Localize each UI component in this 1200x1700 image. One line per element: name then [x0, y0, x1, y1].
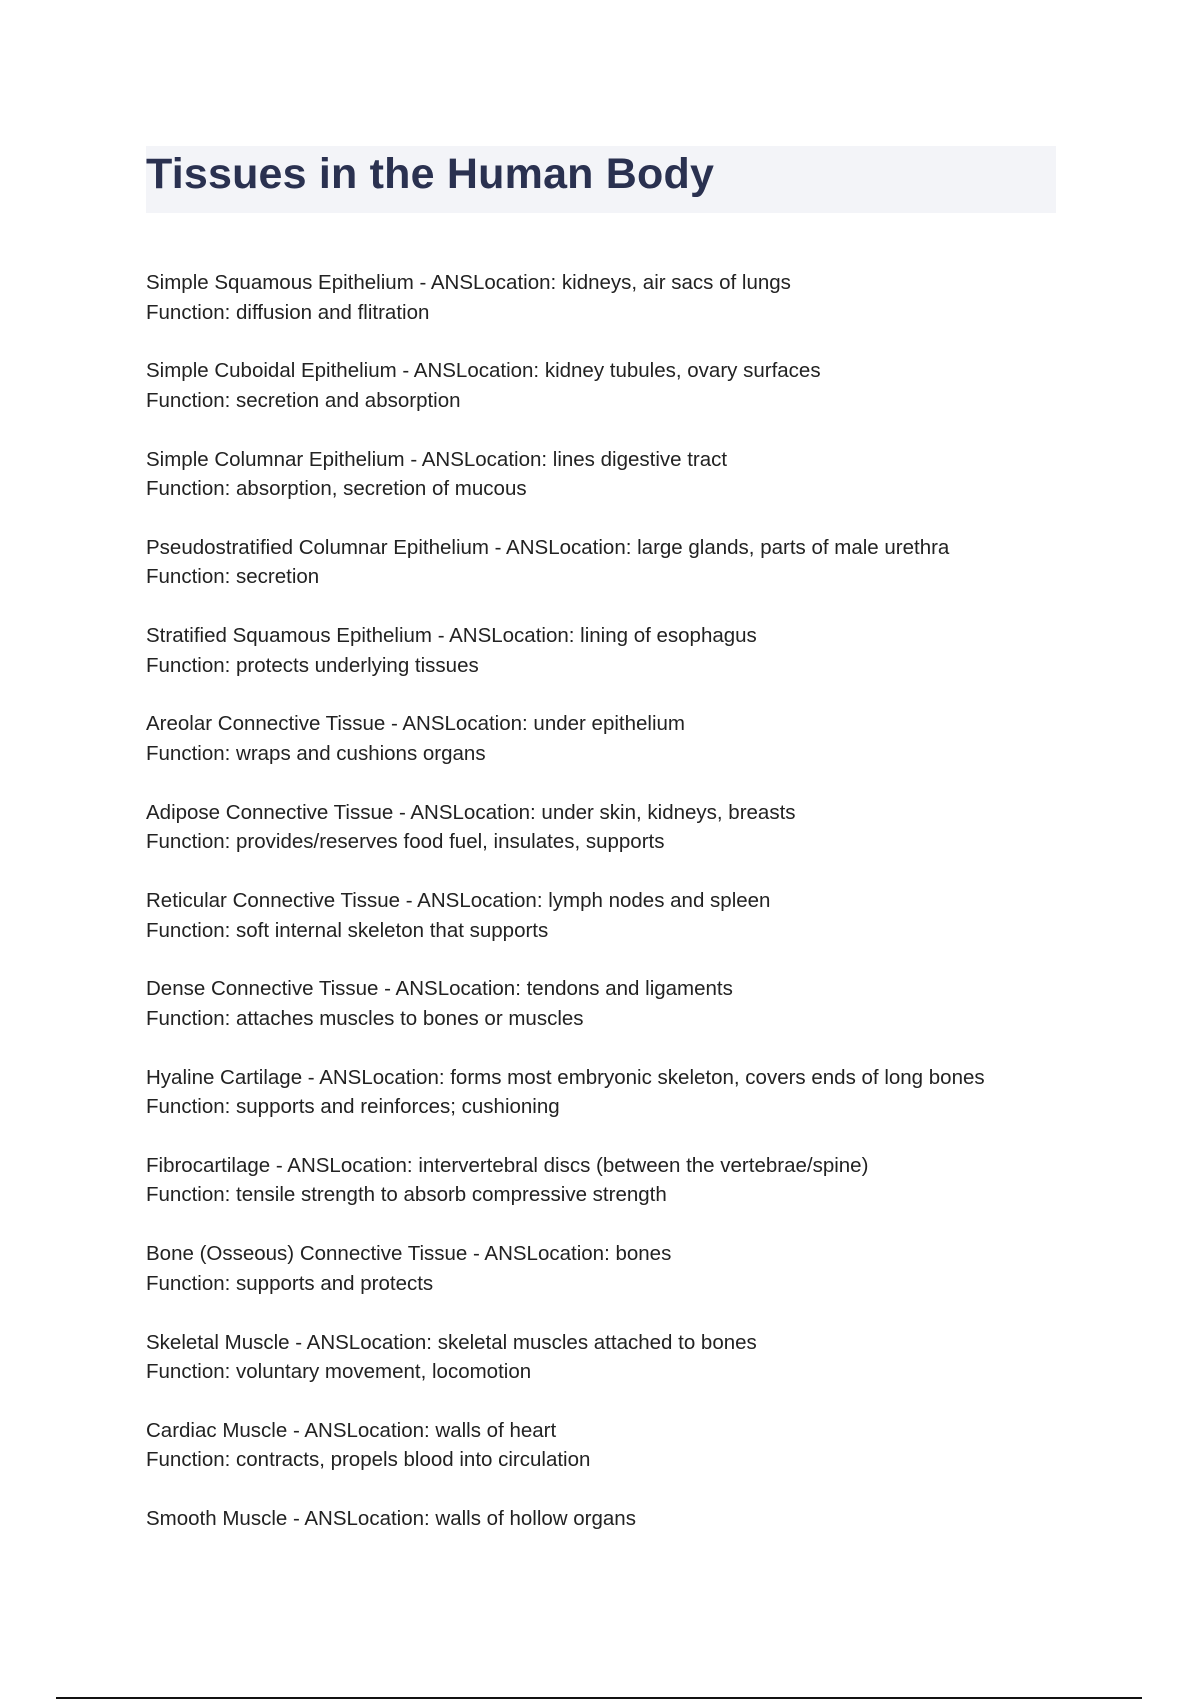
page-title: Tissues in the Human Body [146, 150, 715, 198]
tissue-entry [146, 1063, 1066, 1151]
tissue-entry [146, 1151, 1066, 1239]
entry-function: Function: tensile strength to absorb compressive strength [146, 1183, 667, 1207]
entry-term: Reticular Connective Tissue - ANSLocation: lymph nodes and spleen [146, 889, 771, 913]
entry-function: Function: wraps and cushions organs [146, 741, 486, 765]
tissue-entry [146, 1504, 1066, 1592]
entry-function: Function: diffusion and flitration [146, 300, 430, 324]
tissue-entry [146, 1239, 1066, 1327]
entry-function: Function: voluntary movement, locomotion [146, 1360, 532, 1384]
entry-term: Pseudostratified Columnar Epithelium - ANSLocation: large glands, parts of male urethra [146, 535, 950, 559]
footer-divider [56, 1697, 1142, 1699]
tissue-entry [146, 709, 1066, 797]
entry-function: Function: supports and protects [146, 1271, 434, 1295]
tissue-entry [146, 1416, 1066, 1504]
entry-term: Simple Columnar Epithelium - ANSLocation: lines digestive tract [146, 447, 728, 471]
entry-term: Areolar Connective Tissue - ANSLocation: under epithelium [146, 712, 685, 736]
entry-term: Stratified Squamous Epithelium - ANSLocation: lining of esophagus [146, 624, 757, 648]
tissue-entry [146, 798, 1066, 886]
entry-term: Hyaline Cartilage - ANSLocation: forms most embryonic skeleton, covers ends of long bones [146, 1065, 985, 1089]
tissue-entry [146, 1328, 1066, 1416]
entry-term: Fibrocartilage - ANSLocation: intervertebral discs (between the vertebrae/spine) [146, 1153, 869, 1177]
entry-term: Cardiac Muscle - ANSLocation: walls of heart [146, 1418, 557, 1442]
entry-term: Skeletal Muscle - ANSLocation: skeletal muscles attached to bones [146, 1330, 757, 1354]
entry-function: Function: absorption, secretion of mucous [146, 477, 527, 501]
entry-term: Smooth Muscle - ANSLocation: walls of hollow organs [146, 1507, 636, 1531]
tissue-entry [146, 974, 1066, 1062]
entry-function: Function: secretion [146, 565, 320, 589]
entry-term: Simple Cuboidal Epithelium - ANSLocation: kidney tubules, ovary surfaces [146, 359, 821, 383]
tissue-list [146, 268, 1066, 1592]
entry-function: Function: protects underlying tissues [146, 653, 479, 677]
tissue-entry [146, 621, 1066, 709]
tissue-entry [146, 268, 1066, 356]
entry-term: Bone (Osseous) Connective Tissue - ANSLocation: bones [146, 1242, 672, 1266]
entry-term: Adipose Connective Tissue - ANSLocation: under skin, kidneys, breasts [146, 800, 796, 824]
entry-function: Function: supports and reinforces; cushioning [146, 1095, 560, 1119]
tissue-entry [146, 886, 1066, 974]
entry-function: Function: attaches muscles to bones or muscles [146, 1006, 584, 1030]
entry-term: Simple Squamous Epithelium - ANSLocation: kidneys, air sacs of lungs [146, 271, 791, 294]
tissue-entry [146, 533, 1066, 621]
tissue-entry [146, 356, 1066, 444]
entry-term: Dense Connective Tissue - ANSLocation: tendons and ligaments [146, 977, 733, 1001]
entry-function: Function: provides/reserves food fuel, insulates, supports [146, 830, 665, 854]
tissue-entry [146, 445, 1066, 533]
entry-function: Function: soft internal skeleton that supports [146, 918, 549, 942]
entry-function: Function: secretion and absorption [146, 388, 461, 412]
entry-function: Function: contracts, propels blood into circulation [146, 1448, 591, 1472]
